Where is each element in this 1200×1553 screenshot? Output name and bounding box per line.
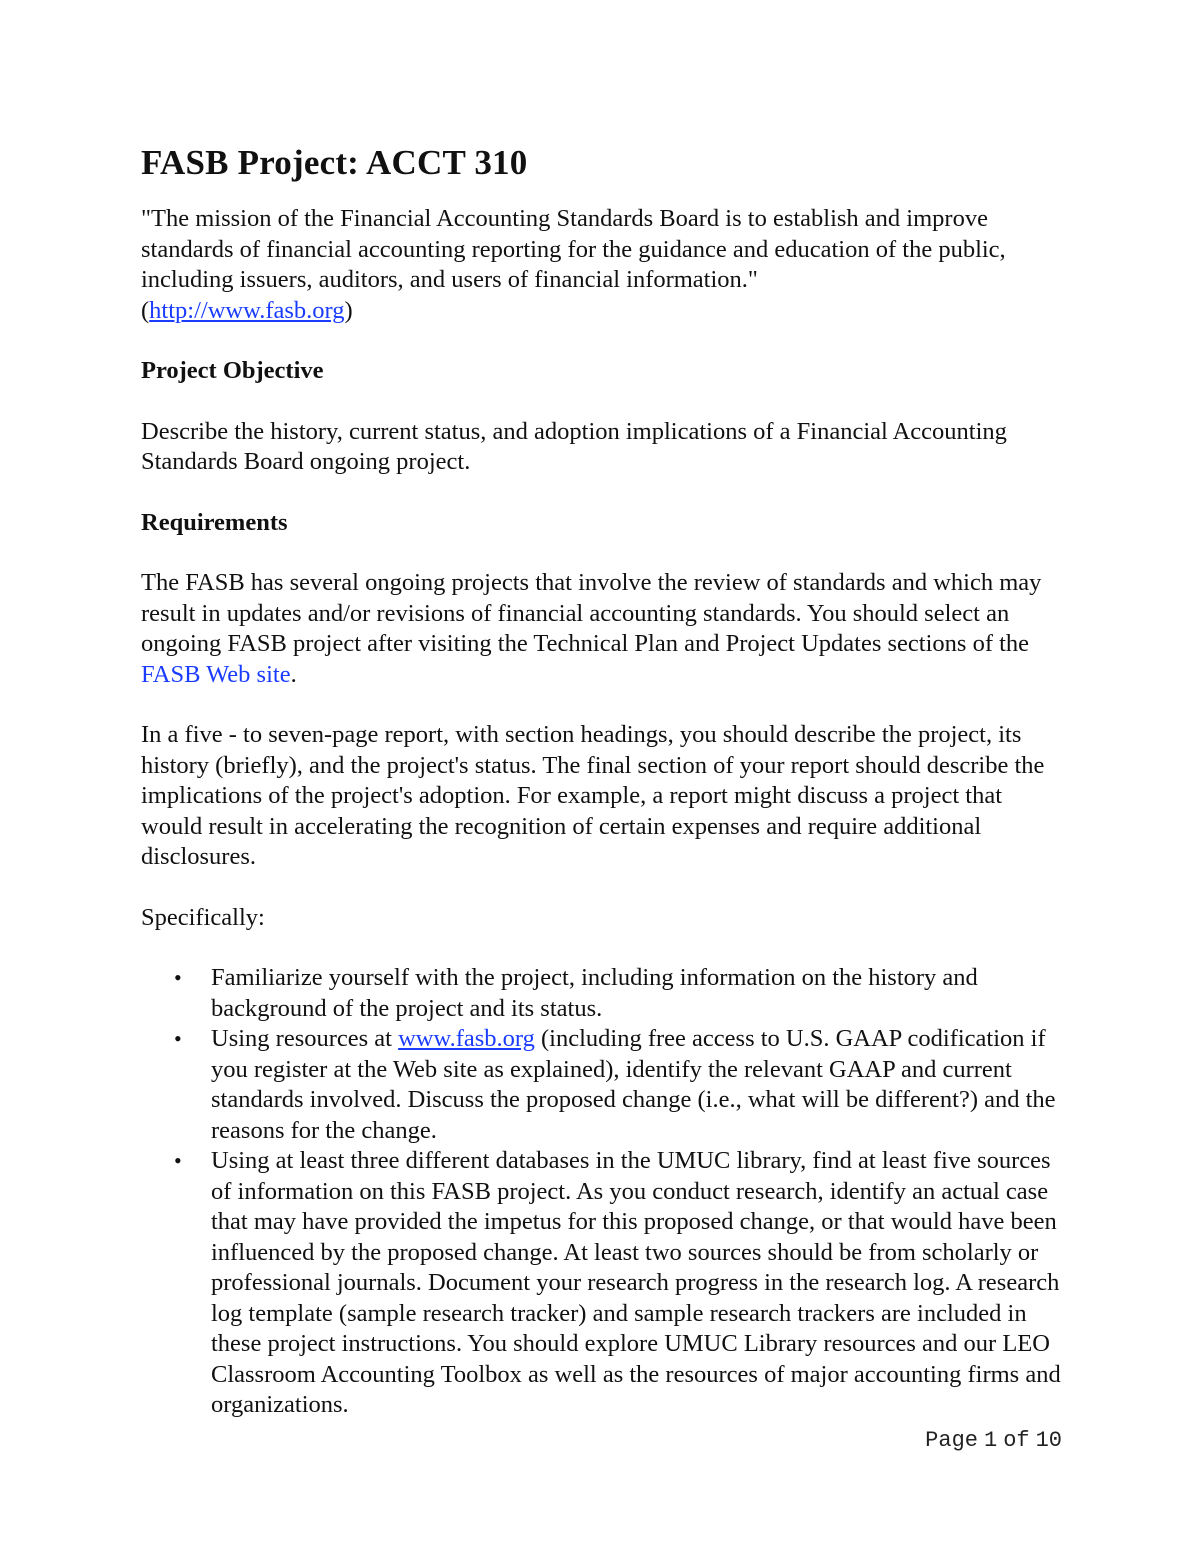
- specifically-label: Specifically:: [141, 903, 265, 931]
- bullet-icon: •: [174, 1148, 182, 1173]
- page-of: of: [1003, 1428, 1030, 1453]
- report-paragraph: In a five - to seven-page report, with section headings, you should describe the project, its history (briefly), and the project's status. The final section of your report should describe the implications of the project's adoption. For example, a report might discuss a project that would result in accelerating the recognition of certain expenses and require additional disclosures.: [141, 721, 1045, 870]
- bullet-text: Familiarize yourself with the project, including information on the history and background of the project and its status.: [211, 964, 978, 1022]
- requirements-text: The FASB has several ongoing projects that involve the review of standards and which may result in updates and/or revisions of financial accounting standards. You should select an ongoing FASB project after visiting the Technical Plan and Project Updates sections of the: [141, 569, 1042, 657]
- page-label: Page: [925, 1428, 978, 1453]
- page-current: 1: [983, 1428, 998, 1453]
- bullet-icon: •: [174, 965, 182, 990]
- requirements-text-end: .: [290, 660, 297, 688]
- requirements-bullet-list: [141, 963, 1061, 1421]
- document-title: FASB Project: ACCT 310: [141, 143, 528, 182]
- bullet-text-continued: (including free access to U.S. GAAP codification if you register at the Web site as explained), identify the relevant GAAP and current standards involved. Discuss the proposed change (i.e., what will be different?) and the reasons for the change.: [211, 1025, 1056, 1144]
- bullet-icon: •: [174, 1026, 182, 1051]
- bullet-item-familiarize: [174, 963, 1061, 1024]
- document-page: [141, 140, 1061, 1421]
- requirements-heading: Requirements: [141, 508, 288, 536]
- bullet-item-databases: [174, 1146, 1061, 1421]
- requirements-paragraph: [141, 568, 1061, 690]
- page-total: 10: [1035, 1428, 1062, 1453]
- bullet-text: Using at least three different databases in the UMUC library, find at least five sources of information on this FASB project. As you conduct research, identify an actual case that may have provided the impetus for this proposed change, or that would have been influenced by the proposed change. At least two sources should be from scholarly or professional journals. Document your research progress in the research log. A research log template (sample research tracker) and sample research trackers are included in these project instructions. You should explore UMUC Library resources and our LEO Classroom Accounting Toolbox as well as the resources of major accounting firms and organizations.: [211, 1147, 1061, 1418]
- mission-link-close: ): [344, 296, 353, 324]
- bullet-text: Using resources at: [211, 1025, 399, 1052]
- objective-paragraph: Describe the history, current status, and adoption implications of a Financial Accounting Standards Board ongoing project.: [141, 417, 1007, 475]
- mission-paragraph: [141, 204, 1061, 326]
- page-number: [920, 1428, 1062, 1453]
- bullet-item-resources: [174, 1024, 1061, 1146]
- fasb-home-link[interactable]: http://www.fasb.org: [149, 296, 345, 324]
- mission-link-open: (: [141, 296, 150, 324]
- objective-heading: Project Objective: [141, 357, 324, 384]
- mission-quote: "The mission of the Financial Accounting Standards Board is to establish and improve standards of financial accounting reporting for the guidance and education of the public, including issuers, auditors, and users of financial information.": [141, 205, 1006, 293]
- fasb-org-link[interactable]: www.fasb.org: [398, 1025, 535, 1052]
- fasb-website-link[interactable]: FASB Web site: [141, 660, 291, 688]
